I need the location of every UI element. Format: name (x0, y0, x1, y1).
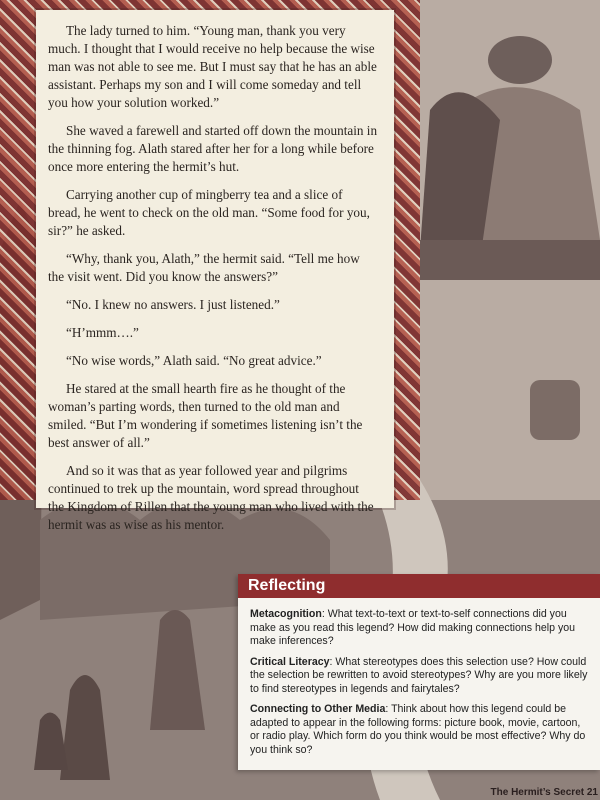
reflecting-body (238, 598, 600, 757)
reflecting-item-text: : What text-to-text or text-to-self connections did you make as you read this legend? How did making connections help you make inferences? (250, 608, 576, 647)
reflecting-box (238, 574, 600, 770)
reflecting-item-metacognition (250, 608, 590, 649)
story-paragraph: “No wise words,” Alath said. “No great advice.” (66, 353, 322, 368)
story-paragraph: “No. I knew no answers. I just listened.” (66, 297, 280, 312)
reflecting-item-text: : What stereotypes does this selection use? How could the selection be rewritten to avoid stereotypes? Why are you more likely to find stereotypes in legends and fairytales? (250, 655, 588, 695)
reflecting-item-critical-literacy (250, 656, 590, 697)
story-paragraph: She waved a farewell and started off down the mountain in the thinning fog. Alath stared after her for a long while before once more entering the hermit’s hut. (48, 123, 378, 174)
story-paragraph: He stared at the small hearth fire as he thought of the woman’s parting words, then turned to the old man and smiled. “But I’m wondering if sometimes listening isn’t the best answer of all.” (48, 381, 363, 450)
reflecting-title: Reflecting (238, 574, 600, 598)
reflecting-item-text: : Think about how this legend could be adapted to appear in the following forms: picture book, movie, cartoon, or radio play. Which form do you think would be most effective? Why do you think so? (250, 703, 586, 756)
story-text (48, 22, 378, 544)
story-paragraph: And so it was that as year followed year and pilgrims continued to trek up the mountain, word spread throughout the Kingdom of Rillen that the young man who lived with the hermit was as wise as his mentor. (48, 463, 374, 532)
reflecting-item-label: Metacognition (250, 608, 322, 620)
story-paragraph: “H’mmm….” (66, 325, 139, 340)
reflecting-item-connecting-media (250, 703, 590, 757)
page-footer: The Hermit’s Secret 21 (490, 787, 598, 798)
reflecting-item-label: Connecting to Other Media (250, 703, 386, 715)
story-paragraph: The lady turned to him. “Young man, thank you very much. I thought that I would receive no help because the wise man was not able to see me. But I must say that he has an able assistant. Perhaps my son and I will come someday and tell you how your solution worked.” (48, 23, 377, 110)
story-paragraph: “Why, thank you, Alath,” the hermit said. “Tell me how the visit went. Did you know the answers?” (48, 251, 360, 284)
story-paragraph: Carrying another cup of mingberry tea and a slice of bread, he went to check on the old man. “Some food for you, sir?” he asked. (48, 187, 370, 238)
reflecting-item-label: Critical Literacy (250, 655, 330, 668)
